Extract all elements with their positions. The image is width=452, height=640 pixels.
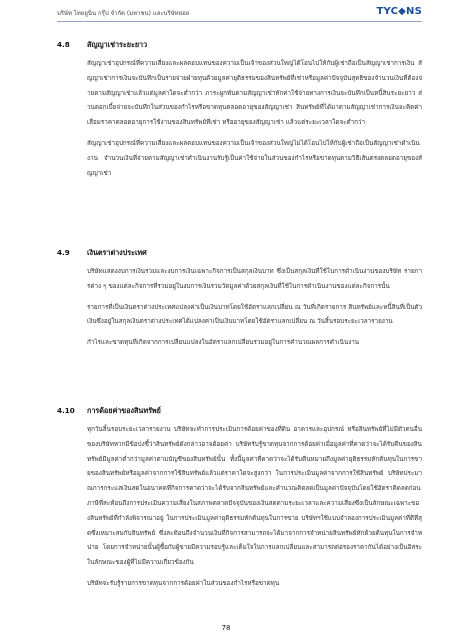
paragraph: สัญญาเช่าอุปกรณ์ที่ความเสี่ยงและผลตอบแทนของความเป็นเจ้าของส่วนใหญ่ไม่ได้โอนไปให้กับผู้เช่าถือเป็นสัญญาเช่าดำเนินงาน จำนวนเงินที่จ่ายตามสัญญาเช่าดำเนินงานรับรู้เป็นค่าใช้จ่ายในส่วนของกำไรหรือขาดทุนตามวิธีเส้นตรงตลอดอายุของสัญญาเช่า: [87, 139, 422, 177]
section-title: การด้อยค่าของสินทรัพย์: [87, 406, 161, 415]
section-impairment: [57, 406, 422, 592]
section-number: 4.8: [57, 40, 70, 49]
section-title: สัญญาเช่าระยะยาว: [87, 40, 148, 49]
section-title: เงินตราต่างประเทศ: [87, 248, 147, 257]
section-lease: [57, 40, 422, 181]
paragraph: สัญญาเช่าอุปกรณ์ที่ความเสี่ยงและผลตอบแทนของความเป็นเจ้าของส่วนใหญ่ได้โอนไปให้กับผู้เช่าถือเป็นสัญญาเช่าการเงิน สัญญาเช่าการเงินจะบันทึกเป็นรายจ่ายฝ่ายทุนด้วยมูลค่ายุติธรรมของสินทรัพย์ที่เช่าหรือมูลค่าปัจจุบันสุทธิของจำนวนเงินที่ต้องจ่ายตามสัญญาเช่าแล้วแต่มูลค่าใดจะต่ำกว่า ภาระผูกพันตามสัญญาเช่าหักค่าใช้จ่ายทางการเงินจะบันทึกเป็นหนี้สินระยะยาว ส่วนดอกเบี้ยจ่ายจะบันทึกในส่วนของกำไรหรือขาดทุนตลอดอายุของสัญญาเช่า สินทรัพย์ที่ได้มาตามสัญญาเช่าการเงินจะคิดค่าเสื่อมราคาตลอดอายุการใช้งานของสินทรัพย์ที่เช่า หรืออายุของสัญญาเช่า แล้วแต่ระยะเวลาใดจะต่ำกว่า: [87, 60, 423, 127]
company-logo: TYC◆NS: [376, 6, 422, 17]
page-header: [57, 7, 422, 22]
section-foreign-currency: [57, 248, 422, 351]
paragraph: กำไรและขาดทุนที่เกิดจากการเปลี่ยนแปลงในอัตราแลกเปลี่ยนรวมอยู่ในการคำนวณผลการดำเนินงาน: [87, 339, 360, 347]
section-heading: [57, 40, 422, 52]
paragraph: ทุกวันสิ้นรอบระยะเวลารายงาน บริษัทจะทำการประเมินการด้อยค่าของที่ดิน อาคารและอุปกรณ์ หรือสินทรัพย์ที่ไม่มีตัวตนอื่นของบริษัทหากมีข้อบ่งชี้ว่าสินทรัพย์ดังกล่าวอาจด้อยค่า บริษัทรับรู้ขาดทุนจากการด้อยค่าเมื่อมูลค่าที่คาดว่าจะได้รับคืนของสินทรัพย์มีมูลค่าต่ำกว่ามูลค่าตามบัญชีของสินทรัพย์นั้น ทั้งนี้มูลค่าที่คาดว่าจะได้รับคืนหมายถึงมูลค่ายุติธรรมหักต้นทุนในการขายของสินทรัพย์หรือมูลค่าจากการใช้สินทรัพย์แล้วแต่ราคาใดจะสูงกว่า ในการประเมินมูลค่าจากการใช้สินทรัพย์ บริษัทประมาณการกระแสเงินสดในอนาคตที่กิจการคาดว่าจะได้รับจากสินทรัพย์และคำนวณคิดลดเป็นมูลค่าปัจจุบันโดยใช้อัตราคิดลดก่อนภาษีที่สะท้อนถึงการประเมินความเสี่ยงในสภาพตลาดปัจจุบันของเงินสดตามระยะเวลาและความเสี่ยงซึ่งเป็นลักษณะเฉพาะของสินทรัพย์ที่กำลังพิจารณาอยู่ ในการประเมินมูลค่ายุติธรรมหักต้นทุนในการขาย บริษัทฯใช้แบบจำลองการประเมินมูลค่าที่ดีที่สุดซึ่งเหมาะสมกับสินทรัพย์ ซึ่งสะท้อนถึงจำนวนเงินที่กิจการสามารถจะได้มาจากการจำหน่ายสินทรัพย์หักด้วยต้นทุนในการจำหน่าย โดยการจำหน่ายนั้นผู้ซื้อกับผู้ขายมีความรอบรู้และเต็มใจในการแลกเปลี่ยนและสามารถต่อรองราคากันได้อย่างเป็นอิสระในลักษณะของผู้ที่ไม่มีความเกี่ยวข้องกัน: [87, 426, 422, 567]
paragraph: บริษัทจะรับรู้รายการขาดทุนจากการด้อยค่าในส่วนของกำไรหรือขาดทุน: [87, 579, 280, 587]
section-heading: [57, 248, 422, 260]
paragraph: บริษัทแสดงงบการเงินรวมและงบการเงินเฉพาะกิจการเป็นสกุลเงินบาท ซึ่งเป็นสกุลเงินที่ใช้ในการดำเนินงานของบริษัท รายการต่าง ๆ ของแต่ละกิจการที่รวมอยู่ในงบการเงินรวมวัดมูลค่าด้วยสกุลเงินที่ใช้ในการดำเนินงานของแต่ละกิจการนั้น: [87, 268, 422, 290]
company-name: บริษัท ไทยยูนิ่น กรุ๊ป จำกัด (มหาชน) และบริษัทย่อย: [57, 10, 190, 17]
page-number: 78: [221, 624, 231, 632]
section-number: 4.10: [57, 406, 75, 415]
section-heading: [57, 406, 422, 418]
section-number: 4.9: [57, 248, 70, 257]
paragraph: รายการที่เป็นเงินตราต่างประเทศแปลงค่าเป็นเงินบาทโดยใช้อัตราแลกเปลี่ยน ณ วันที่เกิดรายการ สินทรัพย์และหนี้สินที่เป็นตัวเงินซึ่งอยู่ในสกุลเงินตราต่างประเทศได้แปลงค่าเป็นเงินบาทโดยใช้อัตราแลกเปลี่ยน ณ วันสิ้นรอบระยะเวลารายงาน: [87, 303, 422, 326]
